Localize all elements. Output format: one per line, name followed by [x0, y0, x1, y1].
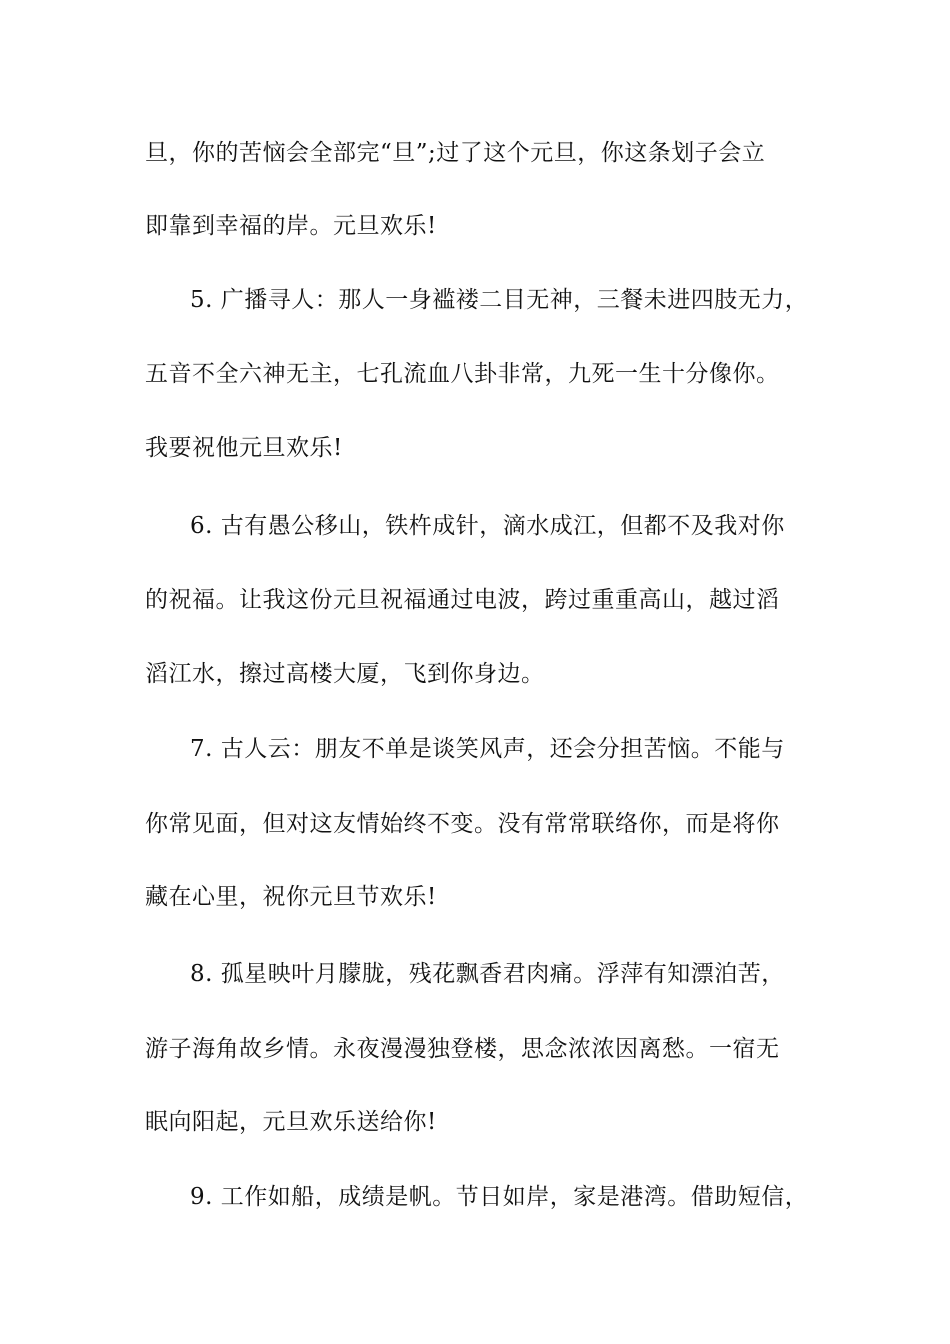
text-line: 8. 孤星映叶月朦胧，残花飘香君肉痛。浮萍有知漂泊苦， — [190, 961, 785, 987]
text-line: 即靠到幸福的岸。元旦欢乐! — [145, 213, 437, 239]
text-line: 游子海角故乡情。永夜漫漫独登楼，思念浓浓因离愁。一宿无 — [145, 1036, 780, 1062]
text-line: 眠向阳起，元旦欢乐送给你! — [145, 1109, 437, 1135]
text-line: 五音不全六神无主，七孔流血八卦非常，九死一生十分像你。 — [145, 361, 780, 387]
text-line: 9. 工作如船，成绩是帆。节日如岸，家是港湾。借助短信， — [190, 1184, 809, 1210]
text-line: 旦，你的苦恼会全部完“旦”;过了这个元旦，你这条划子会立 — [145, 140, 766, 166]
text-line: 你常见面，但对这友情始终不变。没有常常联络你，而是将你 — [145, 811, 780, 837]
text-line: 藏在心里，祝你元旦节欢乐! — [145, 884, 437, 910]
text-line: 滔江水，擦过高楼大厦，飞到你身边。 — [145, 661, 545, 687]
text-line: 6. 古有愚公移山，铁杵成针，滴水成江，但都不及我对你 — [190, 513, 785, 539]
text-line: 的祝福。让我这份元旦祝福通过电波，跨过重重高山，越过滔 — [145, 587, 780, 613]
text-line: 7. 古人云：朋友不单是谈笑风声，还会分担苦恼。不能与 — [190, 736, 785, 762]
text-line: 5. 广播寻人：那人一身褴褛二目无神，三餐未进四肢无力， — [190, 287, 809, 313]
text-line: 我要祝他元旦欢乐! — [145, 435, 343, 461]
